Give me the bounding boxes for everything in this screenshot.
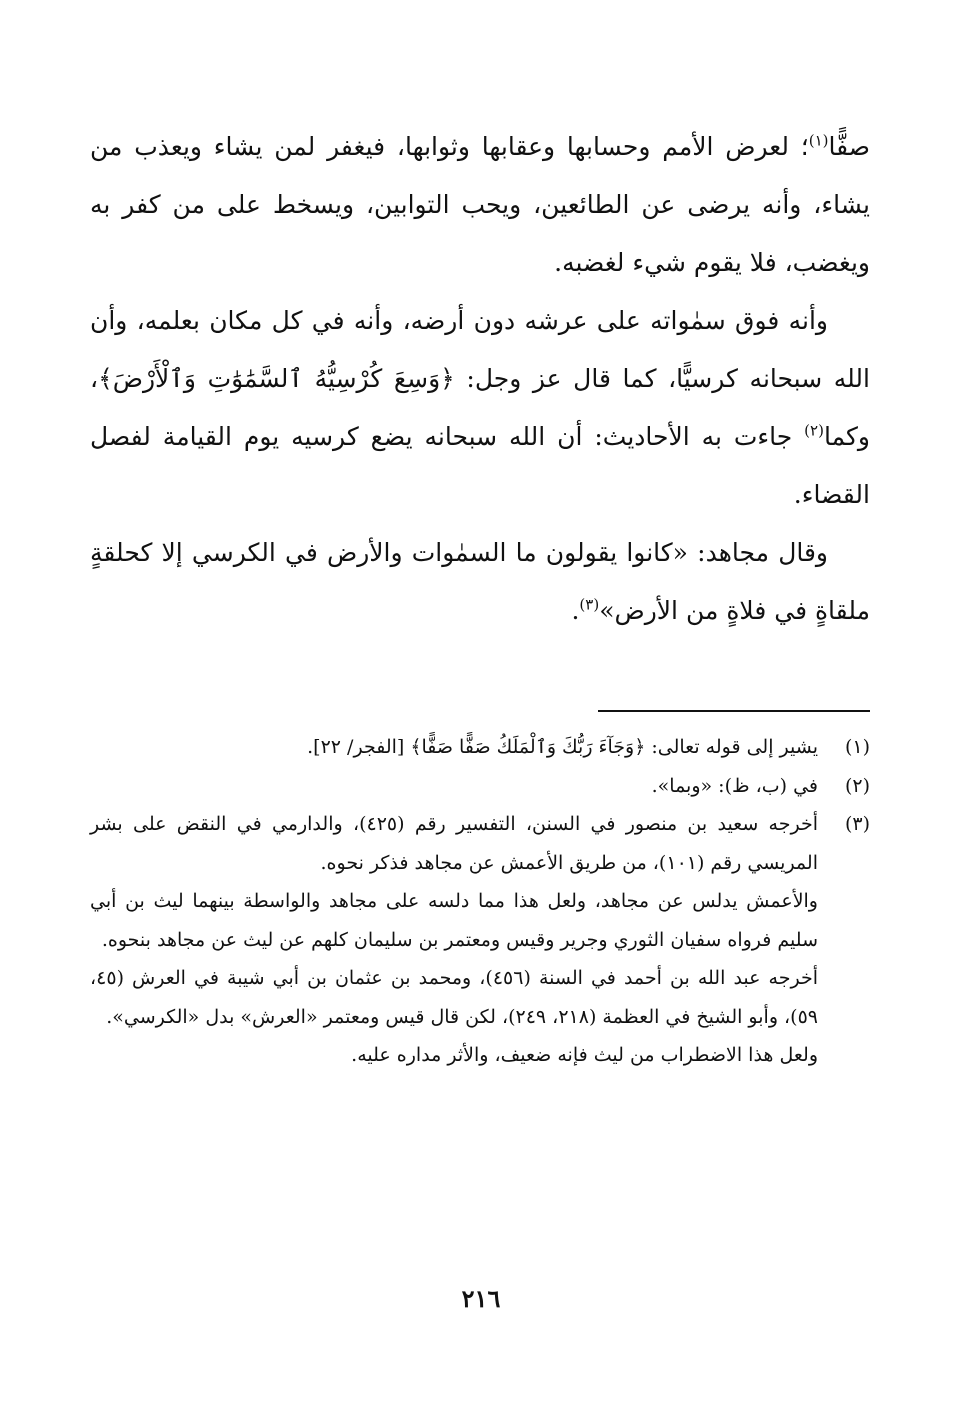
paragraph-2: [90, 292, 870, 524]
footnote-ref-2: (٢): [804, 421, 824, 440]
footnote-ref-3: (٣): [579, 595, 600, 614]
footnote-number: (٢): [844, 774, 870, 797]
footnote-text: أخرجه عبد الله بن أحمد في السنة (٤٥٦)، ومحمد بن عثمان بن أبي شيبة في العرش (٤٥، ٥٩)، وأبو الشيخ في العظمة (٢١٨، ٢٤٩)، لكن قال قيس ومعتمر «العرش» بدل «الكرسي».: [90, 967, 818, 1028]
footnote-text: في (ب، ظ): «وبما».: [651, 774, 818, 797]
footnote-3: [90, 805, 870, 1075]
footnote-2: [90, 767, 870, 806]
footnote-text: ولعل هذا الاضطراب من ليث فإنه ضعيف، والأثر مداره عليه.: [351, 1044, 818, 1066]
footnote-number: (٣): [844, 813, 870, 835]
footnote-text: يشير إلى قوله تعالى: ﴿وَجَآءَ رَبُّكَ وَٱلْمَلَكُ صَفًّا صَفًّا﴾ [الفجر/ ٢٢].: [307, 736, 818, 758]
page-number: ٢١٦: [461, 1284, 501, 1313]
main-text: [90, 118, 870, 640]
paragraph-1-start: صفًّا: [828, 132, 870, 161]
paragraph-3-text: وقال مجاهد: «كانوا يقولون ما السمٰوات والأرض في الكرسي إلا كحلقةٍ ملقاةٍ في فلاةٍ من الأرض»: [90, 538, 870, 625]
footnote-number: (١): [844, 736, 870, 758]
footnote-ref-1: (١): [808, 131, 829, 150]
footnote-text: والأعمش يدلس عن مجاهد، ولعل هذا مما دلسه على مجاهد والواسطة بينهما ليث بن أبي سليم فرواه سفيان الثوري وجرير وقيس ومعتمر بن سليمان كلهم عن ليث عن مجاهد بنحوه.: [90, 890, 818, 951]
paragraph-2-end: جاءت به الأحاديث: أن الله سبحانه يضع كرسيه يوم القيامة لفصل القضاء.: [90, 422, 870, 509]
footnote-separator: [598, 710, 870, 712]
paragraph-2-text: وأنه فوق سمٰواته على عرشه دون أرضه، وأنه في كل مكان بعلمه، وأن الله سبحانه كرسيًّا، كما قال عز وجل: ﴿وَسِعَ كُرْسِيُّهُ ٱلسَّمَٰوَٰتِ وَٱلْأَرْضَ﴾، وكما: [90, 306, 870, 451]
footnote-text: أخرجه سعيد بن منصور في السنن، التفسير رقم (٤٢٥)، والدارمي في النقض على بشر المريسي رقم (١٠١)، من طريق الأعمش عن مجاهد فذكر نحوه.: [90, 813, 818, 874]
footnotes: [90, 728, 870, 1075]
paragraph-3: [90, 524, 870, 640]
paragraph-3-end: .: [571, 596, 580, 625]
paragraph-1-text: ؛ لعرض الأمم وحسابها وعقابها وثوابها، فيغفر لمن يشاء ويعذب من يشاء، وأنه يرضى عن الطائعين، ويحب التوابين، ويسخط على من كفر به ويغضب، فلا يقوم شيء لغضبه.: [90, 132, 870, 277]
footnote-1: [90, 728, 870, 767]
paragraph-1: [90, 118, 870, 292]
